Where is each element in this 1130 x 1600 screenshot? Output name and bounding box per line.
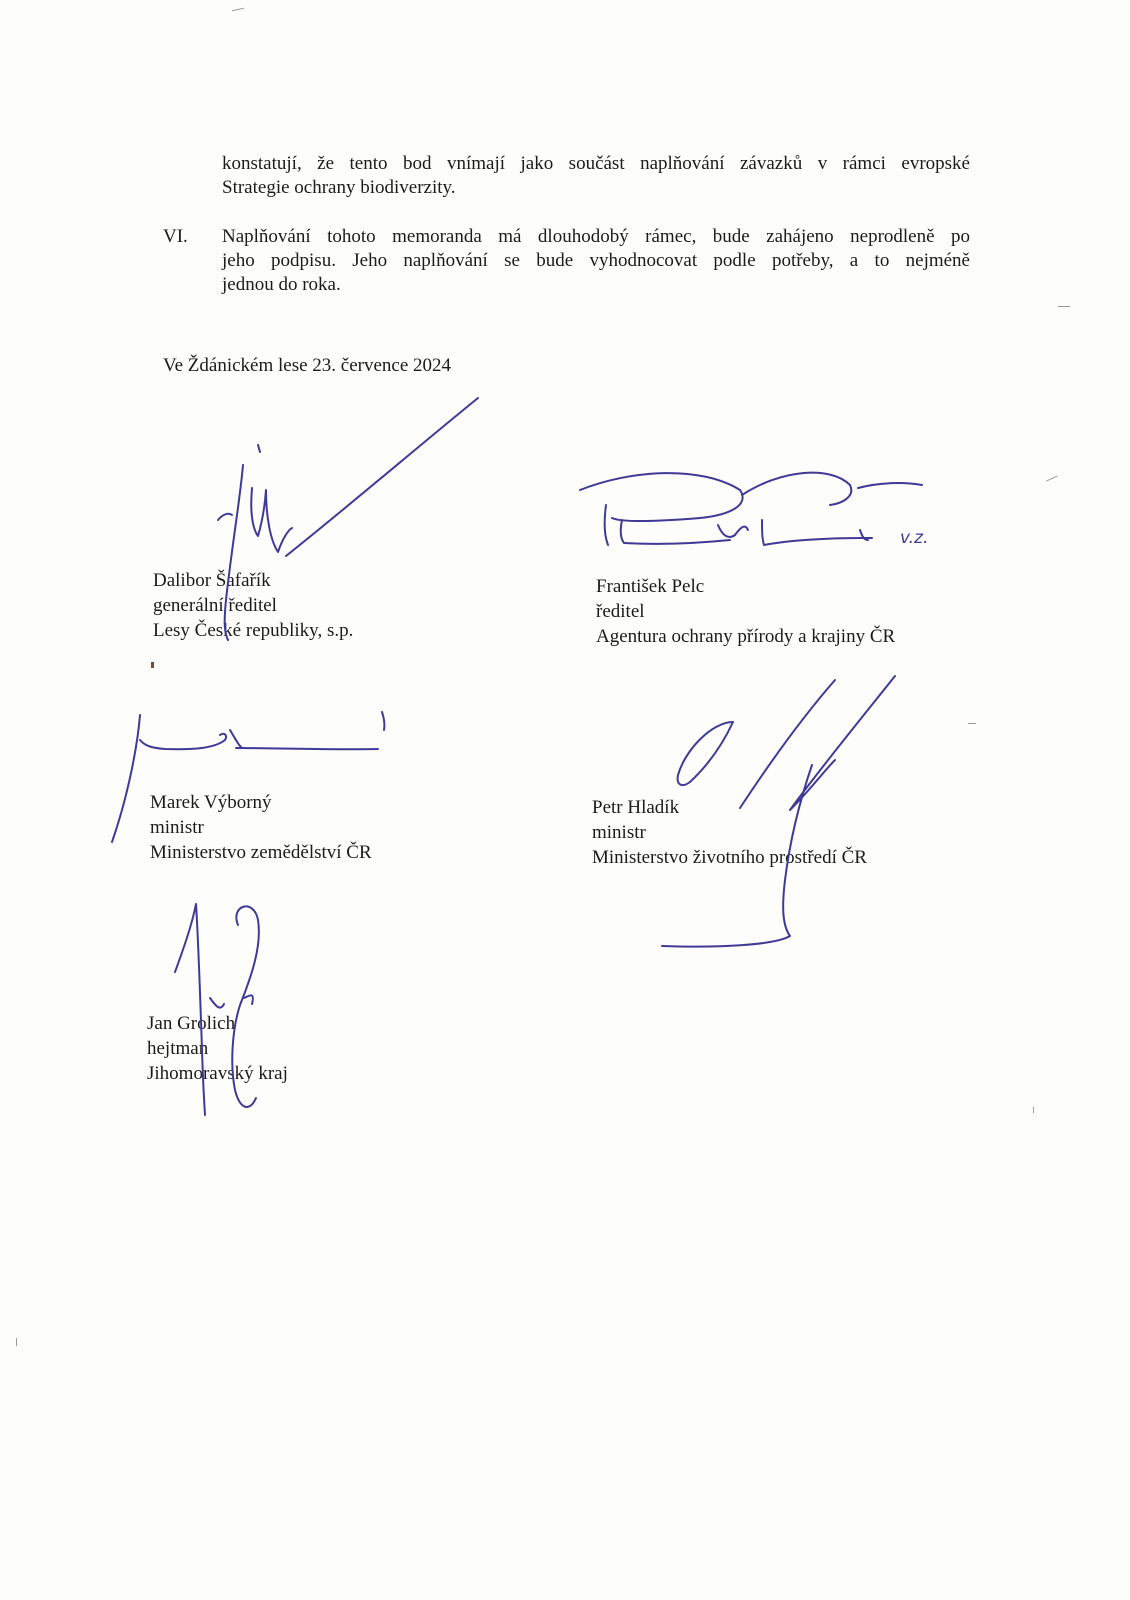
section-number: VI. bbox=[163, 226, 188, 247]
signatory-role: ministr bbox=[592, 822, 646, 843]
signatory-name: Jan Grolich bbox=[147, 1013, 236, 1034]
signatory-organization: Ministerstvo zemědělství ČR bbox=[150, 842, 372, 863]
signatory-name: Dalibor Šafařík bbox=[153, 570, 271, 591]
signatory-name: František Pelc bbox=[596, 576, 705, 597]
signatory-block-safarik bbox=[153, 568, 353, 643]
signatory-block-hladik bbox=[592, 795, 867, 870]
scan-mark bbox=[232, 8, 244, 11]
signatory-block-pelc bbox=[596, 574, 895, 649]
scan-mark bbox=[968, 723, 976, 724]
signatory-role: ředitel bbox=[596, 601, 645, 622]
scan-mark bbox=[151, 662, 154, 668]
text-line: konstatují, že tento bod vnímají jako součást naplňování závazků v rámci evropské bbox=[222, 153, 970, 174]
scan-mark bbox=[16, 1338, 17, 1346]
signature-pelc bbox=[580, 473, 922, 545]
text-line: Naplňování tohoto memoranda má dlouhodobý rámec, bude zahájeno neprodleně po bbox=[222, 226, 970, 247]
signatory-block-grolich bbox=[147, 1011, 288, 1086]
text-line: Strategie ochrany biodiverzity. bbox=[222, 177, 456, 198]
signatory-role: generální ředitel bbox=[153, 595, 277, 616]
scan-mark bbox=[1033, 1107, 1034, 1113]
signature-note-vz: v.z. bbox=[900, 528, 929, 548]
scan-mark bbox=[1058, 306, 1070, 307]
paragraph-vi bbox=[222, 225, 970, 297]
signatory-organization: Agentura ochrany přírody a krajiny ČR bbox=[596, 626, 896, 647]
signatory-organization: Jihomoravský kraj bbox=[147, 1063, 288, 1084]
text-line: jednou do roka. bbox=[222, 274, 341, 295]
scan-mark bbox=[1046, 476, 1057, 482]
signatory-organization: Ministerstvo životního prostředí ČR bbox=[592, 847, 867, 868]
signatory-name: Marek Výborný bbox=[150, 792, 272, 813]
text-line: jeho podpisu. Jeho naplňování se bude vyhodnocovat podle potřeby, a to nejméně bbox=[222, 250, 970, 271]
signatory-organization: Lesy České republiky, s.p. bbox=[153, 620, 354, 641]
signatory-block-vyborny bbox=[150, 790, 372, 865]
paragraph-v-continuation bbox=[222, 152, 970, 200]
place-and-date: Ve Ždánickém lese 23. července 2024 bbox=[163, 355, 452, 376]
signatory-name: Petr Hladík bbox=[592, 797, 680, 818]
signatory-role: ministr bbox=[150, 817, 204, 838]
signatory-role: hejtman bbox=[147, 1038, 209, 1059]
